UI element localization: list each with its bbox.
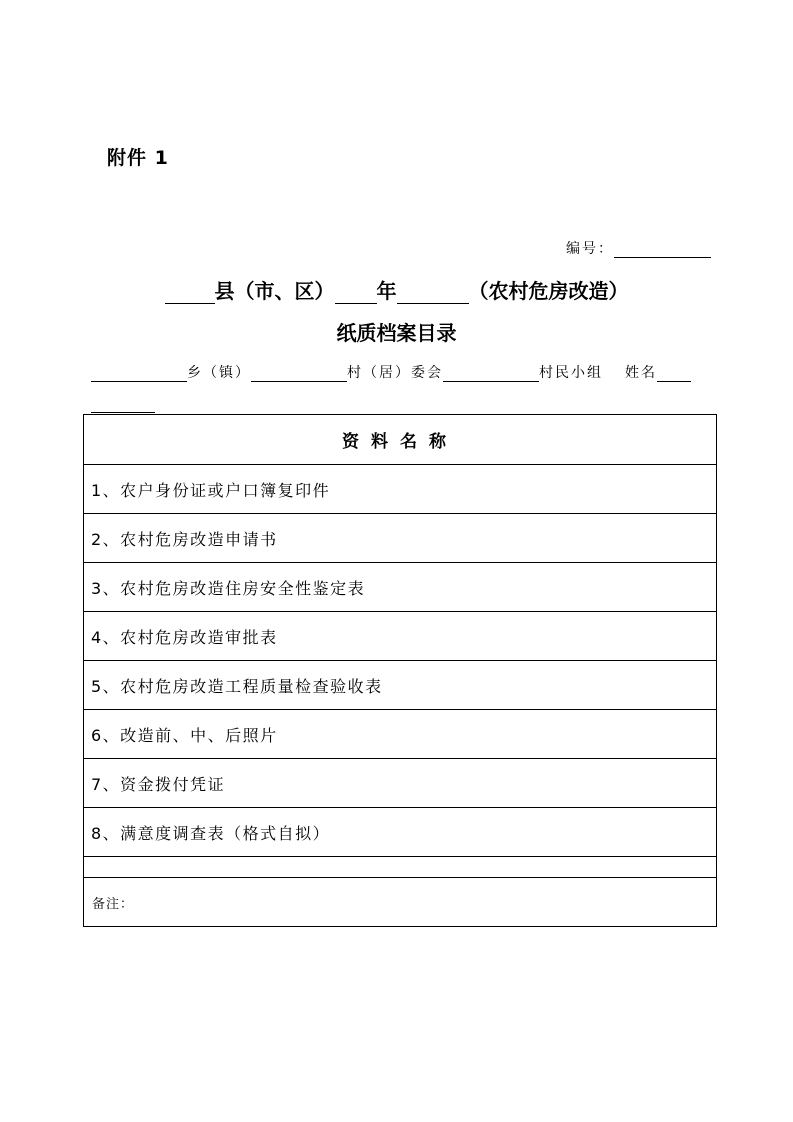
table-header: 资料名称 [84,415,717,465]
county-suffix: 县（市、区） [214,279,335,303]
name-blank-continued [91,394,155,413]
table-row [84,514,717,563]
name-label: 姓名 [625,365,657,381]
group-label: 村民小组 [539,365,603,381]
remarks-row [84,878,717,927]
catalog-item: 4、农村危房改造审批表 [84,612,717,661]
table-header-row [84,415,717,465]
table-row [84,563,717,612]
group-blank[interactable] [443,362,539,382]
catalog-item: 6、改造前、中、后照片 [84,710,717,759]
table-row [84,661,717,710]
table-row [84,612,717,661]
serial-number-field [566,238,711,258]
name-blank-wrap[interactable] [91,394,155,413]
serial-number-blank[interactable] [614,241,711,258]
table-row [84,465,717,514]
county-blank[interactable] [165,281,215,304]
document-subtitle: 纸质档案目录 [336,321,457,345]
address-line [91,362,711,382]
village-label: 村（居）委会 [347,365,443,381]
year-suffix: 年 [376,279,397,303]
attachment-label: 附件 1 [107,147,169,169]
catalog-item: 1、农户身份证或户口簿复印件 [84,465,717,514]
empty-cell[interactable] [84,857,717,878]
catalog-item: 5、农村危房改造工程质量检查验收表 [84,661,717,710]
village-blank[interactable] [251,362,347,382]
project-name: （农村危房改造） [468,279,629,303]
table-row [84,808,717,857]
name-blank[interactable] [657,362,691,382]
catalog-item: 8、满意度调查表（格式自拟） [84,808,717,857]
batch-blank[interactable] [397,281,469,304]
catalog-item: 7、资金拨付凭证 [84,759,717,808]
catalog-item: 2、农村危房改造申请书 [84,514,717,563]
township-blank[interactable] [91,362,187,382]
table-row [84,759,717,808]
catalog-item: 3、农村危房改造住房安全性鉴定表 [84,563,717,612]
table-empty-row [84,857,717,878]
township-label: 乡（镇） [187,365,251,381]
year-blank[interactable] [335,281,377,304]
title-line [0,275,793,304]
table-row [84,710,717,759]
serial-number-label: 编号： [566,241,614,257]
catalog-table [83,414,717,927]
remarks-cell[interactable]: 备注： [84,878,717,927]
